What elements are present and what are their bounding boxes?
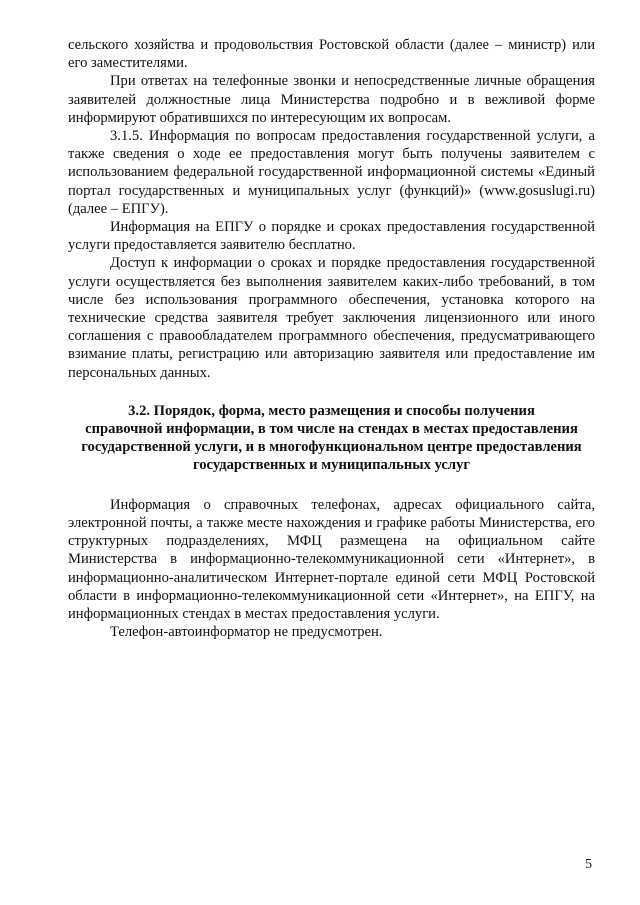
heading-line-4: государственных и муниципальных услуг [192,456,471,473]
paragraph-access: Доступ к информации о сроках и порядке предоставления государственной услуги осуществляется без выполнения заявителем каких-либо требований, в том числе без использования программного обеспечения, установка которого на технические средства заявителя требует заключения лицензионного или иного соглашения с правообладателем программного обеспечения, предусматривающего взимание платы, регистрацию или авторизацию заявителя или предоставление им персональных данных. [68,255,595,381]
heading-line-3: государственной услуги, и в многофункциональном центре предоставления [81,438,582,455]
document-page [68,36,595,641]
paragraph-reference-info: Информация о справочных телефонах, адресах официального сайта, электронной почты, а также месте нахождения и графике работы Министерства, его структурных подразделениях, МФЦ размещена на официальном сайте Министерства в информационно-телекоммуникационной сети «Интернет», в информационно-аналитическом Интернет-портале единой сети МФЦ Ростовской области в информационно-телекоммуникационной сети «Интернет», на ЕПГУ, на информационных стендах в местах предоставления услуги. [68,496,595,623]
page-number: 5 [585,857,592,872]
heading-line-2: справочной информации, в том числе на стендах в местах предоставления [85,420,578,437]
section-heading-3-2 [68,402,595,474]
paragraph-phone-inquiries: При ответах на телефонные звонки и непосредственные личные обращения заявителей должностные лица Министерства подробно и в вежливой форме информируют обратившихся по интересующим их вопросам. [68,73,595,126]
heading-line-1: 3.2. Порядок, форма, место размещения и способы получения [128,402,535,419]
paragraph-3-1-5: 3.1.5. Информация по вопросам предоставления государственной услуги, а также сведения о ходе ее предоставления могут быть получены заявителем с использованием федеральной государственной информационной системы «Единый портал государственных и муниципальных услуг (функций)» (www.gosuslugi.ru) (далее – ЕПГУ). [68,128,595,217]
paragraph-continuation: сельского хозяйства и продовольствия Ростовской области (далее – министр) или его заместителями. [68,37,595,72]
paragraph-autoinformer: Телефон-автоинформатор не предусмотрен. [110,624,383,641]
paragraph-epgu-info: Информация на ЕПГУ о порядке и сроках предоставления государственной услуги предоставляется заявителю бесплатно. [68,219,595,254]
